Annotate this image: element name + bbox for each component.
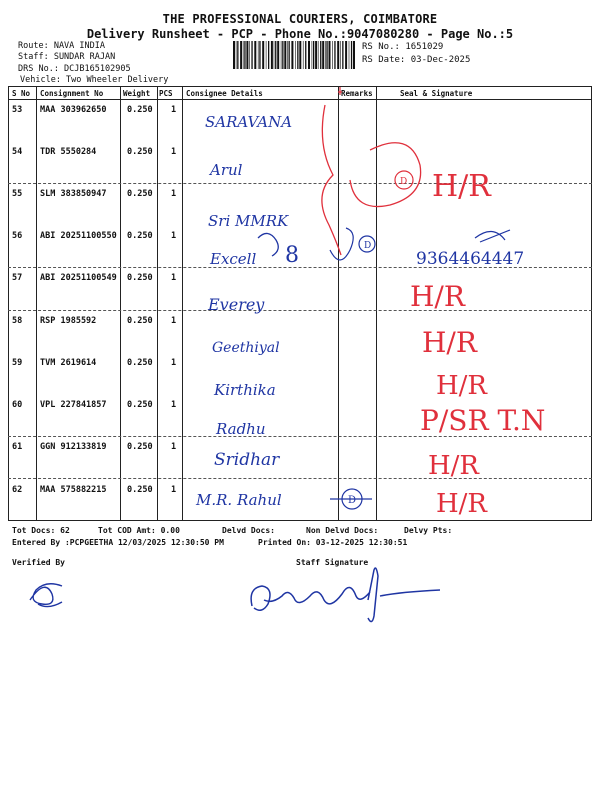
handwritten-consignee: Sri MMRK	[208, 212, 289, 230]
row-weight: 0.250	[127, 189, 153, 199]
col-header-pcs: PCS	[159, 89, 173, 98]
col-header-sno: S No	[12, 89, 31, 98]
row-sno: 54	[12, 147, 23, 157]
handwritten-consignee: Everey	[208, 295, 265, 314]
handwritten-consignee: Arul	[210, 161, 243, 179]
seal-mark: H/R	[436, 489, 488, 519]
col-header-weight: Weight	[123, 89, 151, 98]
handwritten-note: 8	[285, 243, 299, 268]
row-weight: 0.250	[127, 442, 153, 452]
entered-by: Entered By :PCPGEETHA 12/03/2025 12:30:50 PM	[12, 538, 224, 547]
row-sno: 61	[12, 442, 23, 452]
route-label: Route: NAVA INDIA	[18, 41, 105, 51]
staff-signature-label: Staff Signature	[296, 558, 369, 567]
handwritten-phone: 9364464447	[416, 249, 525, 269]
row-sno: 58	[12, 316, 23, 326]
seal-mark: H/R	[422, 326, 477, 359]
handwritten-consignee: SARAVANA	[205, 113, 293, 131]
row-sno: 59	[12, 358, 23, 368]
row-pcs: 1	[171, 273, 177, 283]
row-weight: 0.250	[127, 231, 153, 241]
row-consignment: ABI 20251100549	[40, 273, 117, 283]
red-loop-stroke	[350, 143, 421, 207]
row-consignment: ABI 20251100550	[40, 231, 117, 241]
seal-mark: H/R	[410, 280, 465, 313]
row-pcs: 1	[171, 105, 177, 115]
row-weight: 0.250	[127, 147, 153, 157]
handwritten-consignee: M.R. Rahul	[196, 491, 282, 509]
row-weight: 0.250	[127, 316, 153, 326]
row-pcs: 1	[171, 189, 177, 199]
remark-mark: D	[364, 241, 372, 251]
row-weight: 0.250	[127, 358, 153, 368]
row-weight: 0.250	[127, 485, 153, 495]
seal-mark: H/R	[432, 169, 491, 204]
rs-number: RS No.: 1651029	[362, 42, 444, 52]
row-weight: 0.250	[127, 400, 153, 410]
seal-mark: H/R	[428, 451, 480, 481]
row-sno: 56	[12, 231, 23, 241]
verified-by-label: Verified By	[12, 558, 65, 567]
col-header-consignment: Consignment No	[40, 89, 104, 98]
seal-mark: H/R	[436, 371, 488, 401]
row-consignment: SLM 383850947	[40, 189, 107, 199]
row-consignment: TVM 2619614	[40, 358, 97, 368]
col-header-remarks: Remarks	[341, 89, 373, 98]
red-brace-stroke	[322, 105, 341, 255]
row-sno: 60	[12, 400, 23, 410]
row-pcs: 1	[171, 147, 177, 157]
row-pcs: 1	[171, 442, 177, 452]
ink-stroke	[330, 228, 353, 260]
handwritten-consignee: Geethiyal	[212, 340, 280, 356]
vehicle-label: Vehicle: Two Wheeler Delivery	[20, 75, 169, 85]
row-pcs: 1	[171, 316, 177, 326]
printed-on: Printed On: 03-12-2025 12:30:51	[258, 538, 408, 547]
row-consignment: MAA 303962650	[40, 105, 107, 115]
handwritten-consignee: Kirthika	[214, 381, 276, 399]
ink-stroke	[258, 233, 278, 256]
row-sno: 55	[12, 189, 23, 199]
delivery-points: Delvy Pts:	[404, 526, 453, 535]
total-cod-amount: Tot COD Amt: 0.00	[98, 526, 180, 535]
non-delivered-docs: Non Delvd Docs:	[306, 526, 379, 535]
total-docs: Tot Docs: 62	[12, 526, 70, 535]
row-sno: 62	[12, 485, 23, 495]
row-consignment: VPL 227841857	[40, 400, 107, 410]
handwritten-consignee: Radhu	[216, 420, 266, 438]
rs-date: RS Date: 03-Dec-2025	[362, 55, 471, 65]
company-title: THE PROFESSIONAL COURIERS, COIMBATORE	[162, 12, 438, 26]
row-consignment: RSP 1985592	[40, 316, 97, 326]
col-header-consignee: Consignee Details	[186, 89, 263, 98]
row-weight: 0.250	[127, 105, 153, 115]
col-header-seal: Seal & Signature	[400, 89, 473, 98]
seal-mark: P/SR T.N	[420, 404, 546, 437]
row-sno: 53	[12, 105, 23, 115]
row-sno: 57	[12, 273, 23, 283]
delivered-docs: Delvd Docs:	[222, 526, 275, 535]
row-pcs: 1	[171, 485, 177, 495]
row-pcs: 1	[171, 400, 177, 410]
handwritten-consignee: Sridhar	[214, 450, 280, 470]
row-consignment: MAA 575882215	[40, 485, 107, 495]
red-brace-stroke	[338, 87, 342, 95]
row-consignment: GGN 912133819	[40, 442, 107, 452]
handwritten-consignee: Excell	[210, 250, 257, 268]
runsheet-subtitle: Delivery Runsheet - PCP - Phone No.:9047080280 - Page No.:5	[86, 27, 514, 41]
drs-label: DRS No.: DCJB165102905	[18, 64, 131, 74]
ink-stroke	[475, 230, 510, 242]
row-consignment: TDR 5550284	[40, 147, 97, 157]
remark-mark: D	[400, 177, 408, 187]
staff-signature	[251, 568, 440, 622]
staff-label: Staff: SUNDAR RAJAN	[18, 52, 116, 62]
row-weight: 0.250	[127, 273, 153, 283]
remark-mark: D	[348, 495, 357, 506]
row-pcs: 1	[171, 358, 177, 368]
row-pcs: 1	[171, 231, 177, 241]
verifier-signature	[30, 584, 62, 607]
